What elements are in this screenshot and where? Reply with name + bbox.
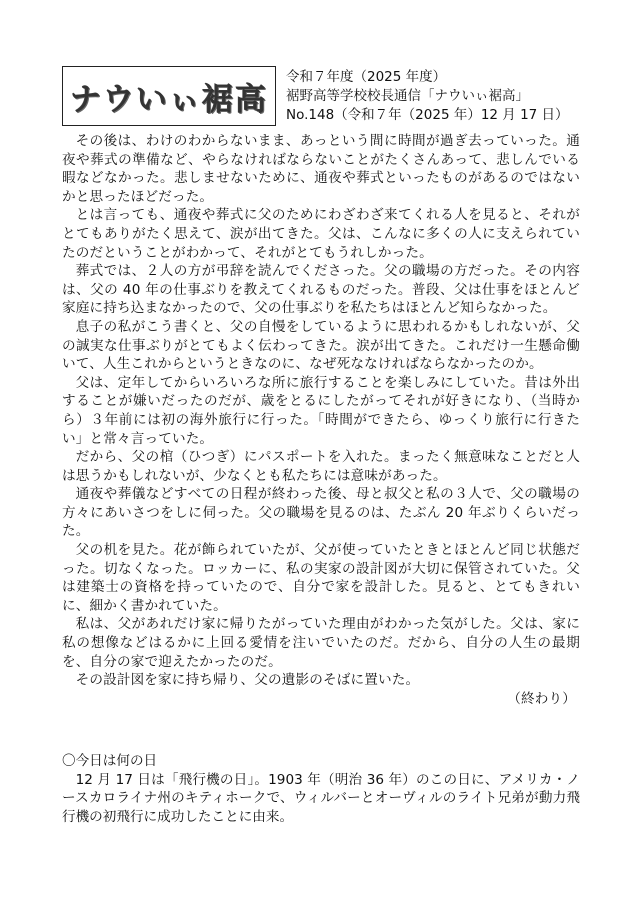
closing-mark: （終わり）	[507, 690, 576, 707]
article-paragraph: 葬式では、２人の方が弔辞を読んでくださった。父の職場の方だった。その内容は、父の 40 年の仕事ぶりを教えてくれるものだった。普段、父は仕事をほとんど家庭に持ち込まなかったので、父の仕事ぶりを私たちはほとんど知らなかった。	[62, 263, 580, 317]
publication-name: 裾野高等学校校長通信「ナウいぃ裾高」	[286, 88, 529, 104]
masthead	[62, 66, 580, 128]
article-paragraph: 父の机を見た。花が飾られていたが、父が使っていたときとほとんど同じ状態だった。切なくなった。ロッカーに、私の実家の設計図が大切に保管されていた。父は建築士の資格を持っていたので、自分で家を設計した。見ると、とてもきれいに、細かく書かれていた。	[62, 542, 581, 614]
today-text: 12 月 17 日は「飛行機の日」。1903 年（明治 36 年）のこの日に、アメリカ・ノースカロライナ州のキティホークで、ウィルバーとオーヴィルのライト兄弟が動力飛行機の初飛行に成功したことに由来。	[62, 771, 580, 825]
article-paragraph: 父は、定年してからいろいろな所に旅行することを楽しみにしていた。昔は外出することが嫌いだったのだが、歳をとるにしたがってそれが好きになり、（当時から）３年前には初の海外旅行に行った。「時間ができたら、ゆっくり旅行に行きたい」と常々言っていた。	[62, 374, 580, 447]
article-paragraph: とは言っても、通夜や葬式に父のためにわざわざ来てくれる人を見ると、それがとてもありがたく思えて、涙が出てきた。父は、こんなに多くの人に支えられていたのだということがわかって、それがとてもうれしかった。	[62, 207, 580, 261]
today-heading: 〇今日は何の日	[62, 753, 158, 769]
article-paragraph: 通夜や葬儀などすべての日程が終わった後、母と叔父と私の３人で、父の職場の方々にあいさつをしに伺った。父の職場を見るのは、たぶん 20 年ぶりくらいだった。	[62, 486, 580, 540]
article-paragraph: 息子の私がこう書くと、父の自慢をしているように思われるかもしれないが、父の誠実な仕事ぶりがとてもよく伝わってきた。涙が出てきた。これだけ一生懸命働いて、人生これからというときなのに、なぜ死ななければならなかったのか。	[62, 318, 580, 373]
fiscal-year: 令和７年度（2025 年度）	[286, 69, 447, 85]
newsletter-title: ナウいぃ裾高	[70, 81, 268, 118]
article-paragraph: 私は、父があれだけ家に帰りたがっていた理由がわかった気がした。父は、家に私の想像などはるかに上回る愛情を注いでいたのだ。だから、自分の人生の最期を、自分の家で迎えたかったのだ。	[62, 616, 580, 670]
issue-number-date: No.148（令和７年（2025 年）12 月 17 日）	[286, 107, 569, 123]
article-body	[62, 132, 580, 708]
issue-info	[286, 66, 569, 128]
title-box	[62, 66, 276, 126]
article-paragraph: その後は、わけのわからないまま、あっという間に時間が過ぎ去っていった。通夜や葬式の準備など、やらなければならないことがたくさんあって、悲しんでいる暇などなかった。悲しませないために、通夜や葬式といったものがあるのではないかと思ったほどだった。	[62, 133, 580, 205]
article-paragraph: その設計図を家に持ち帰り、父の遺影のそばに置いた。	[75, 672, 420, 689]
today-section	[62, 752, 580, 826]
article-paragraph: だから、父の棺（ひつぎ）にパスポートを入れた。まったく無意味なことだと人は思うかもしれないが、少なくとも私たちには意味があった。	[62, 449, 580, 484]
